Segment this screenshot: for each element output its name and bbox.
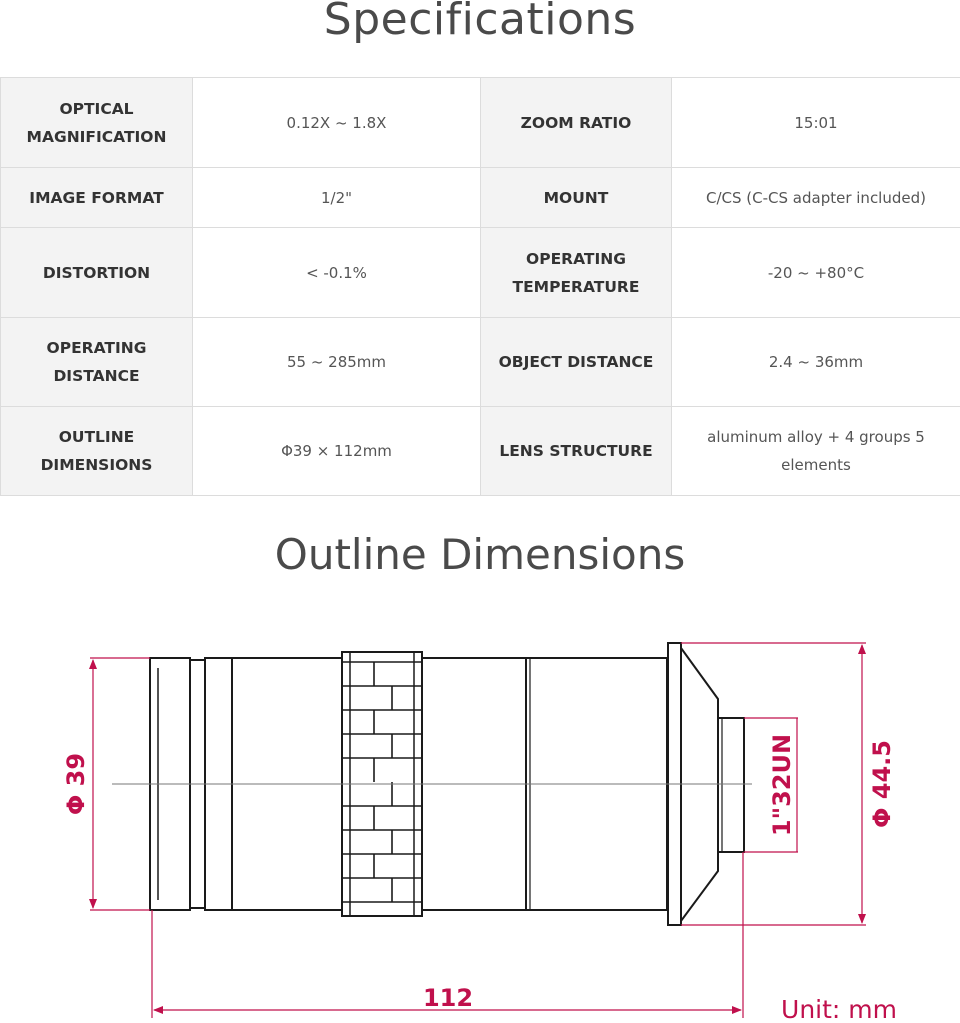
lens-outline-drawing	[0, 600, 960, 1023]
spec-value: < -0.1%	[193, 228, 481, 318]
dim-diameter-left: Φ 39	[62, 752, 90, 816]
spec-label: OBJECT DISTANCE	[481, 318, 672, 407]
spec-value: 0.12X ~ 1.8X	[193, 78, 481, 168]
spec-label: OPERATING TEMPERATURE	[481, 228, 672, 318]
spec-value: C/CS (C-CS adapter included)	[672, 168, 960, 228]
table-row	[1, 407, 960, 496]
dim-diameter-right: Φ 44.5	[868, 740, 896, 828]
dim-thread: 1"32UN	[768, 733, 796, 837]
spec-value: aluminum alloy + 4 groups 5 elements	[672, 407, 960, 496]
spec-value: 1/2"	[193, 168, 481, 228]
spec-label: LENS STRUCTURE	[481, 407, 672, 496]
specifications-table	[0, 77, 960, 496]
spec-label: MOUNT	[481, 168, 672, 228]
spec-label: ZOOM RATIO	[481, 78, 672, 168]
table-row	[1, 228, 960, 318]
dim-length: 112	[422, 984, 474, 1012]
spec-value: 15:01	[672, 78, 960, 168]
outline-dimensions-heading: Outline Dimensions	[274, 530, 686, 579]
table-row	[1, 318, 960, 407]
unit-label: Unit: mm	[781, 995, 897, 1023]
spec-value: 2.4 ~ 36mm	[672, 318, 960, 407]
specifications-heading: Specifications	[323, 0, 637, 45]
spec-label: OPTICAL MAGNIFICATION	[1, 78, 193, 168]
spec-label: OPERATING DISTANCE	[1, 318, 193, 407]
spec-value: Φ39 × 112mm	[193, 407, 481, 496]
spec-label: OUTLINE DIMENSIONS	[1, 407, 193, 496]
spec-label: DISTORTION	[1, 228, 193, 318]
table-row	[1, 78, 960, 168]
table-row	[1, 168, 960, 228]
spec-value: -20 ~ +80°C	[672, 228, 960, 318]
spec-value: 55 ~ 285mm	[193, 318, 481, 407]
spec-label: IMAGE FORMAT	[1, 168, 193, 228]
